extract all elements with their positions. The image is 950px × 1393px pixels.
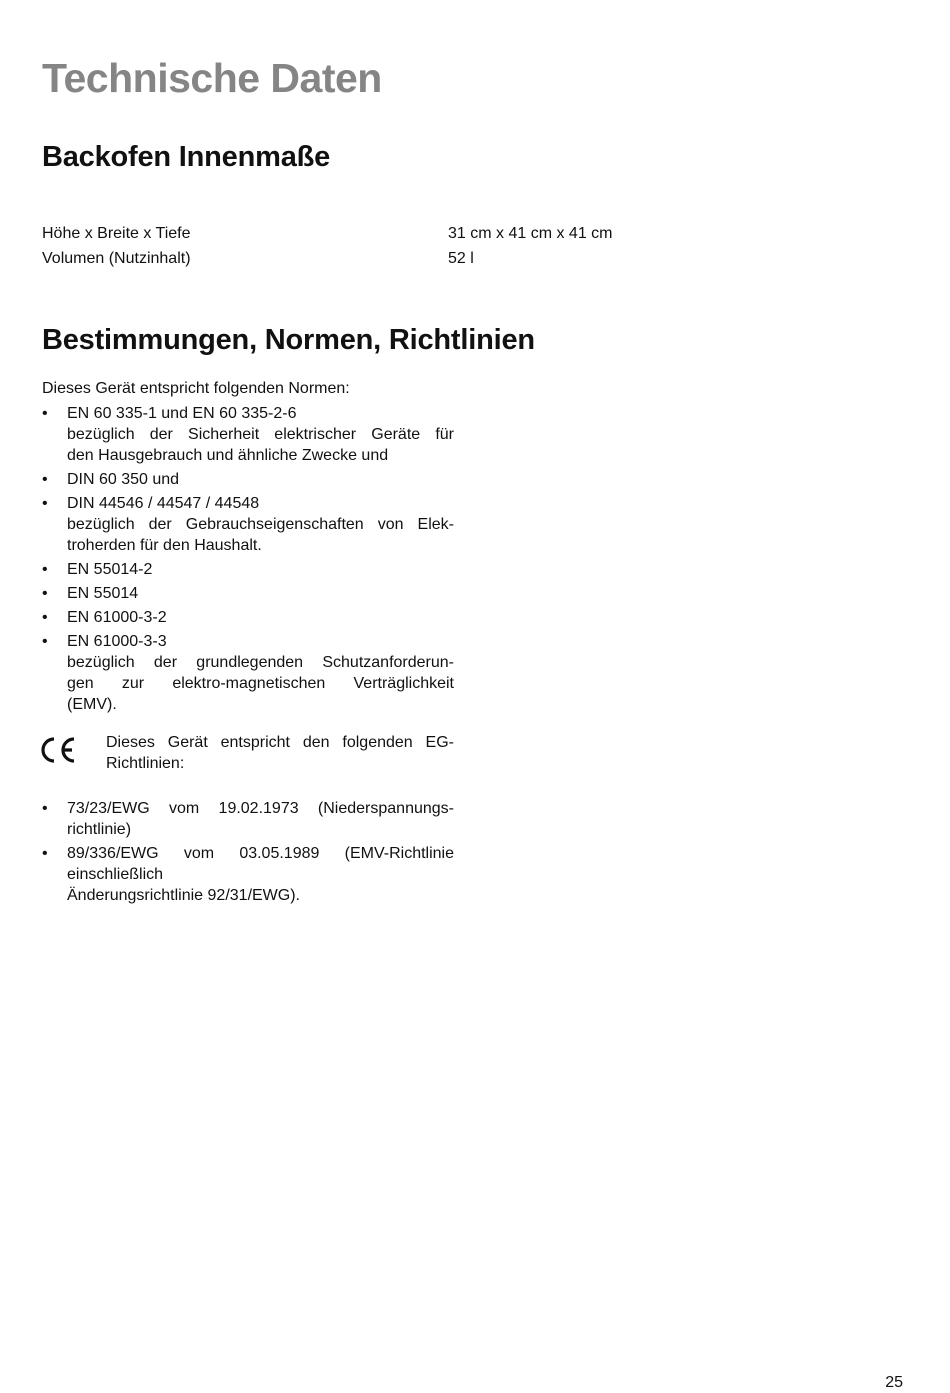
list-item <box>42 559 454 580</box>
list-item-line: • DIN 44546 / 44547 / 44548 <box>67 495 260 512</box>
page-number: 25 <box>885 1374 903 1391</box>
list-item-line: bezüglich der Sicherheit elektrischer Geräte für <box>67 426 454 443</box>
list-item-line: • EN 55014-2 <box>67 561 153 578</box>
ce-mark-icon <box>40 736 78 764</box>
list-item-line: • EN 60 335-1 und EN 60 335-2-6 <box>67 405 297 422</box>
spec-row-dimensions <box>42 222 742 246</box>
ce-directive-text <box>106 732 454 774</box>
list-item-line: einschließlich <box>67 866 164 883</box>
list-item-line: den Hausgebrauch und ähnliche Zwecke und <box>67 447 389 464</box>
spec-value: 31 cm x 41 cm x 41 cm <box>448 225 613 242</box>
list-item-line: • 73/23/EWG vom 19.02.1973 (Niederspannungs- <box>67 800 454 817</box>
list-item-line: Änderungsrichtlinie 92/31/EWG). <box>67 887 300 904</box>
list-item <box>42 607 454 628</box>
norms-intro-text: Dieses Gerät entspricht folgenden Normen: <box>42 380 350 397</box>
list-item-line: richtlinie) <box>67 821 132 838</box>
list-item-line: bezüglich der Gebrauchseigenschaften von Elek- <box>67 516 454 533</box>
list-item <box>42 583 454 604</box>
list-item-line: gen zur elektro-magnetischen Verträglichkeit <box>67 675 454 692</box>
list-item-line: • EN 61000-3-2 <box>67 609 167 626</box>
section-title-oven-dimensions: Backofen Innenmaße <box>42 141 331 173</box>
list-item-line: • EN 61000-3-3 <box>67 633 167 650</box>
list-item <box>42 493 454 556</box>
list-item <box>42 403 454 466</box>
spec-value: 52 l <box>448 250 474 267</box>
spec-label: Höhe x Breite x Tiefe <box>42 225 191 242</box>
list-item <box>42 843 454 906</box>
list-item-line: bezüglich der grundlegenden Schutzanforderun- <box>67 654 454 671</box>
section-title-norms: Bestimmungen, Normen, Richtlinien <box>42 324 535 356</box>
ce-mark-c <box>43 739 54 761</box>
ce-mark-e <box>62 739 74 761</box>
list-item-line: troherden für den Haushalt. <box>67 537 262 554</box>
list-item-line: • 89/336/EWG vom 03.05.1989 (EMV-Richtlinie <box>67 845 454 862</box>
list-item <box>42 798 454 840</box>
list-item <box>42 469 454 490</box>
list-item-line: • EN 55014 <box>67 585 139 602</box>
list-item-line: (EMV). <box>67 696 117 713</box>
page-title: Technische Daten <box>42 55 382 101</box>
spec-row-volume <box>42 247 742 271</box>
list-item-line: • DIN 60 350 und <box>67 471 180 488</box>
list-item <box>42 631 454 715</box>
ce-text-line: Richtlinien: <box>106 755 185 772</box>
spec-label: Volumen (Nutzinhalt) <box>42 250 191 267</box>
directives-list <box>42 798 454 909</box>
ce-text-line: Dieses Gerät entspricht den folgenden EG- <box>106 734 454 751</box>
norms-list <box>42 403 454 718</box>
